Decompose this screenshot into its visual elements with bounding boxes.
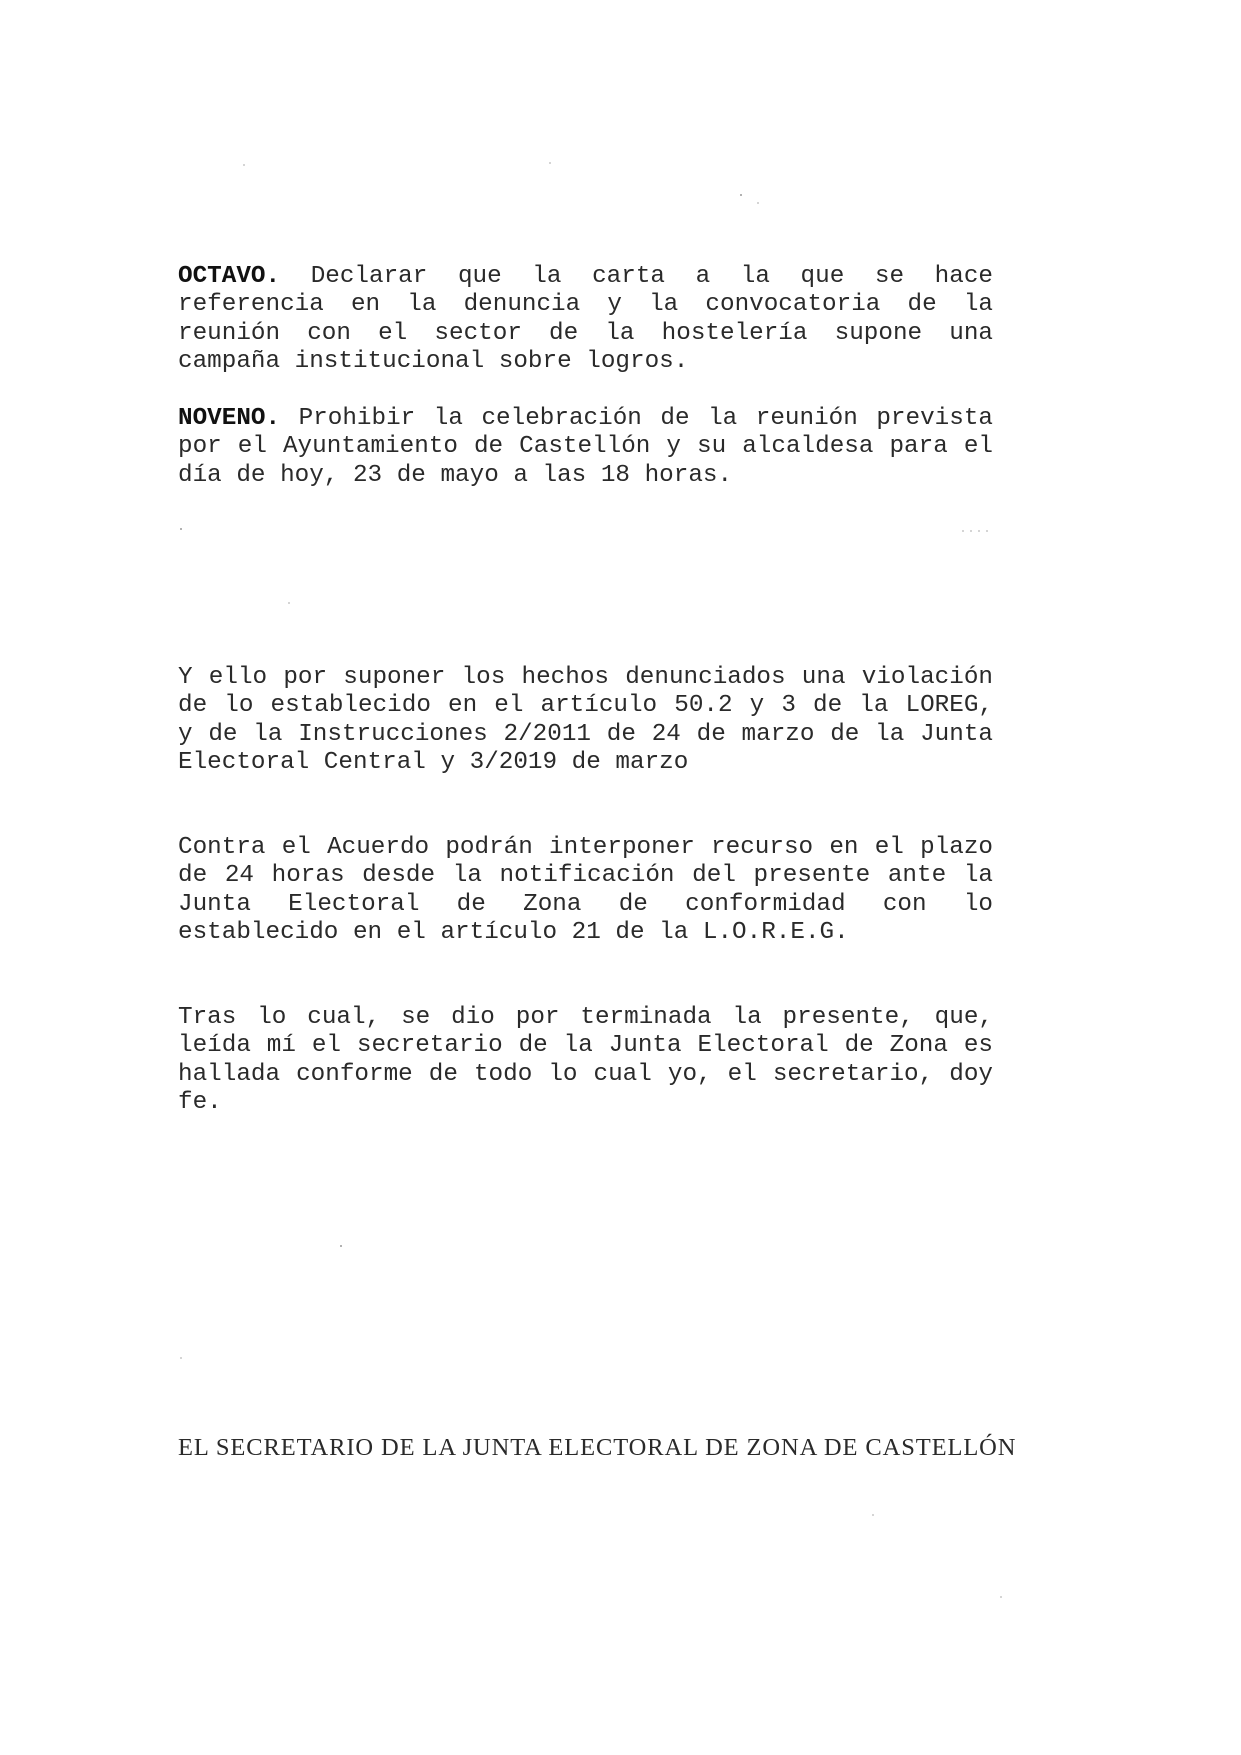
clause-noveno <box>178 405 993 490</box>
legal-basis-paragraph: Y ello por suponer los hechos denunciados una violación de lo establecido en el artículo 50.2 y 3 de la LOREG, y de la Instrucciones 2/2011 de 24 de marzo de la Junta Electoral Central y 3/2019 de marzo <box>178 664 993 776</box>
clause-text: Prohibir la celebración de la reunión prevista por el Ayuntamiento de Castellón y su alcaldesa para el día de hoy, 23 de mayo a las 18 horas. <box>178 405 993 489</box>
clause-octavo <box>178 263 993 376</box>
scan-speck <box>180 1357 182 1359</box>
scan-speck <box>872 1514 874 1516</box>
scan-speck <box>288 602 290 604</box>
signature-line: EL SECRETARIO DE LA JUNTA ELECTORAL DE ZONA DE CASTELLÓN <box>178 1434 1017 1461</box>
scan-speck <box>978 530 980 532</box>
scan-speck <box>962 530 964 532</box>
scan-speck <box>740 194 742 196</box>
scan-speck <box>757 202 759 204</box>
scan-speck <box>340 1245 342 1247</box>
scan-speck <box>180 528 182 530</box>
scan-speck <box>986 530 988 532</box>
appeal-paragraph: Contra el Acuerdo podrán interponer recurso en el plazo de 24 horas desde la notificación del presente ante la Junta Electoral de Zona de conformidad con lo establecido en el artículo 21 de la L.O.R.E.G. <box>178 834 993 946</box>
clause-heading: NOVENO. <box>178 405 281 432</box>
clause-heading: OCTAVO. <box>178 263 281 290</box>
closing-paragraph: Tras lo cual, se dio por terminada la presente, que, leída mí el secretario de la Junta Electoral de Zona es hallada conforme de todo lo cual yo, el secretario, doy fe. <box>178 1004 993 1116</box>
scan-speck <box>243 164 245 166</box>
scan-speck <box>1000 1596 1002 1598</box>
scan-speck <box>549 162 551 164</box>
clause-text: Declarar que la carta a la que se hace referencia en la denuncia y la convocatoria de la reunión con el sector de la hostelería supone una campaña institucional sobre logros. <box>178 263 993 375</box>
scan-speck <box>970 530 972 532</box>
